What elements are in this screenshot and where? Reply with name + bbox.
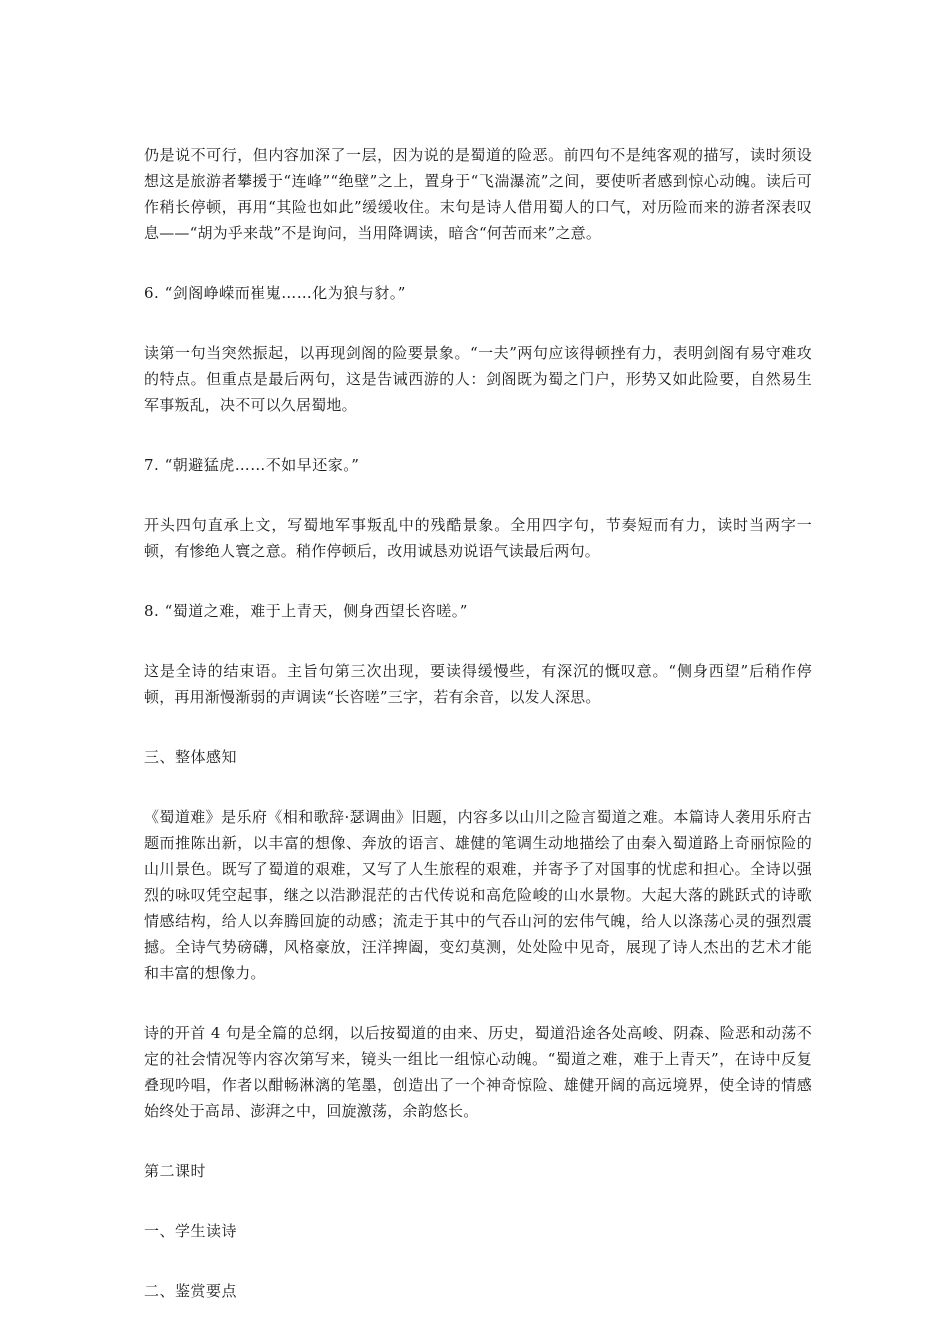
paragraph-road-danger-reading: 仍是说不可行，但内容加深了一层，因为说的是蜀道的险恶。前四句不是纯客观的描写，读时须设想这是旅游者攀援于“连峰”“绝壁”之上，置身于“飞湍瀑流”之间，要使听者感到惊心动魄。读后可作稍长停顿，再用“其险也如此”缓缓收住。末句是诗人借用蜀人的口气，对历险而来的游者深表叹息——“胡为乎来哉”不是询问，当用降调读，暗含“何苦而来”之意。: [144, 146, 812, 242]
paragraph-jiange-reading: 读第一句当突然振起，以再现剑阁的险要景象。“一夫”两句应该得顿挫有力，表明剑阁有易守难攻的特点。但重点是最后两句，这是告诫西游的人：剑阁既为蜀之门户，形势又如此险要，自然易生军事叛乱，决不可以久居蜀地。: [144, 344, 812, 414]
item-7-heading: 7. “朝避猛虎……不如早还家。”: [144, 456, 360, 474]
paragraph-opening-lines: 诗的开首 4 句是全篇的总纲，以后按蜀道的由来、历史，蜀道沿途各处高峻、阴森、险恶和动荡不定的社会情况等内容次第写来，镜头一组比一组惊心动魄。“蜀道之难，难于上青天”，在诗中反复叠现吟唱，作者以酣畅淋漓的笔墨，创造出了一个神奇惊险、雄健开阔的高远境界，使全诗的情感始终处于高昂、澎湃之中，回旋激荡，余韵悠长。: [144, 1024, 812, 1120]
item-8-heading: 8. “蜀道之难，难于上青天，侧身西望长咨嗟。”: [144, 602, 468, 620]
second-lesson-heading: 第二课时: [144, 1162, 207, 1180]
paragraph-ending-reading: 这是全诗的结束语。主旨句第三次出现，要读得缓慢些，有深沉的慨叹意。“侧身西望”后稍作停顿，再用渐慢渐弱的声调读“长咨嗟”三字，若有余音，以发人深思。: [144, 662, 812, 706]
section-overall-perception-heading: 三、整体感知: [144, 748, 238, 766]
paragraph-rebellion-reading: 开头四句直承上文，写蜀地军事叛乱中的残酷景象。全用四字句，节奏短而有力，读时当两字一顿，有惨绝人寰之意。稍作停顿后，改用诚恳劝说语气读最后两句。: [144, 516, 812, 560]
paragraph-overall-perception: 《蜀道难》是乐府《相和歌辞·瑟调曲》旧题，内容多以山川之险言蜀道之难。本篇诗人袭用乐府古题而推陈出新，以丰富的想像、奔放的语言、雄健的笔调生动地描绘了由秦入蜀道路上奇丽惊险的山川景色。既写了蜀道的艰难，又写了人生旅程的艰难，并寄予了对国事的忧虑和担心。全诗以强烈的咏叹凭空起事，继之以浩渺混茫的古代传说和高危险峻的山水景物。大起大落的跳跃式的诗歌情感结构，给人以奔腾回旋的动感；流走于其中的气吞山河的宏伟气魄，给人以涤荡心灵的强烈震撼。全诗气势磅礴，风格豪放，汪洋捭阖，变幻莫测，处处险中见奇，展现了诗人杰出的艺术才能和丰富的想像力。: [144, 808, 812, 982]
document-body: [144, 142, 812, 1304]
item-6-heading: 6. “剑阁峥嵘而崔嵬……化为狼与豺。”: [144, 284, 406, 302]
student-reading-heading: 一、学生读诗: [144, 1222, 238, 1240]
appreciation-points-heading: 二、鉴赏要点: [144, 1282, 238, 1300]
